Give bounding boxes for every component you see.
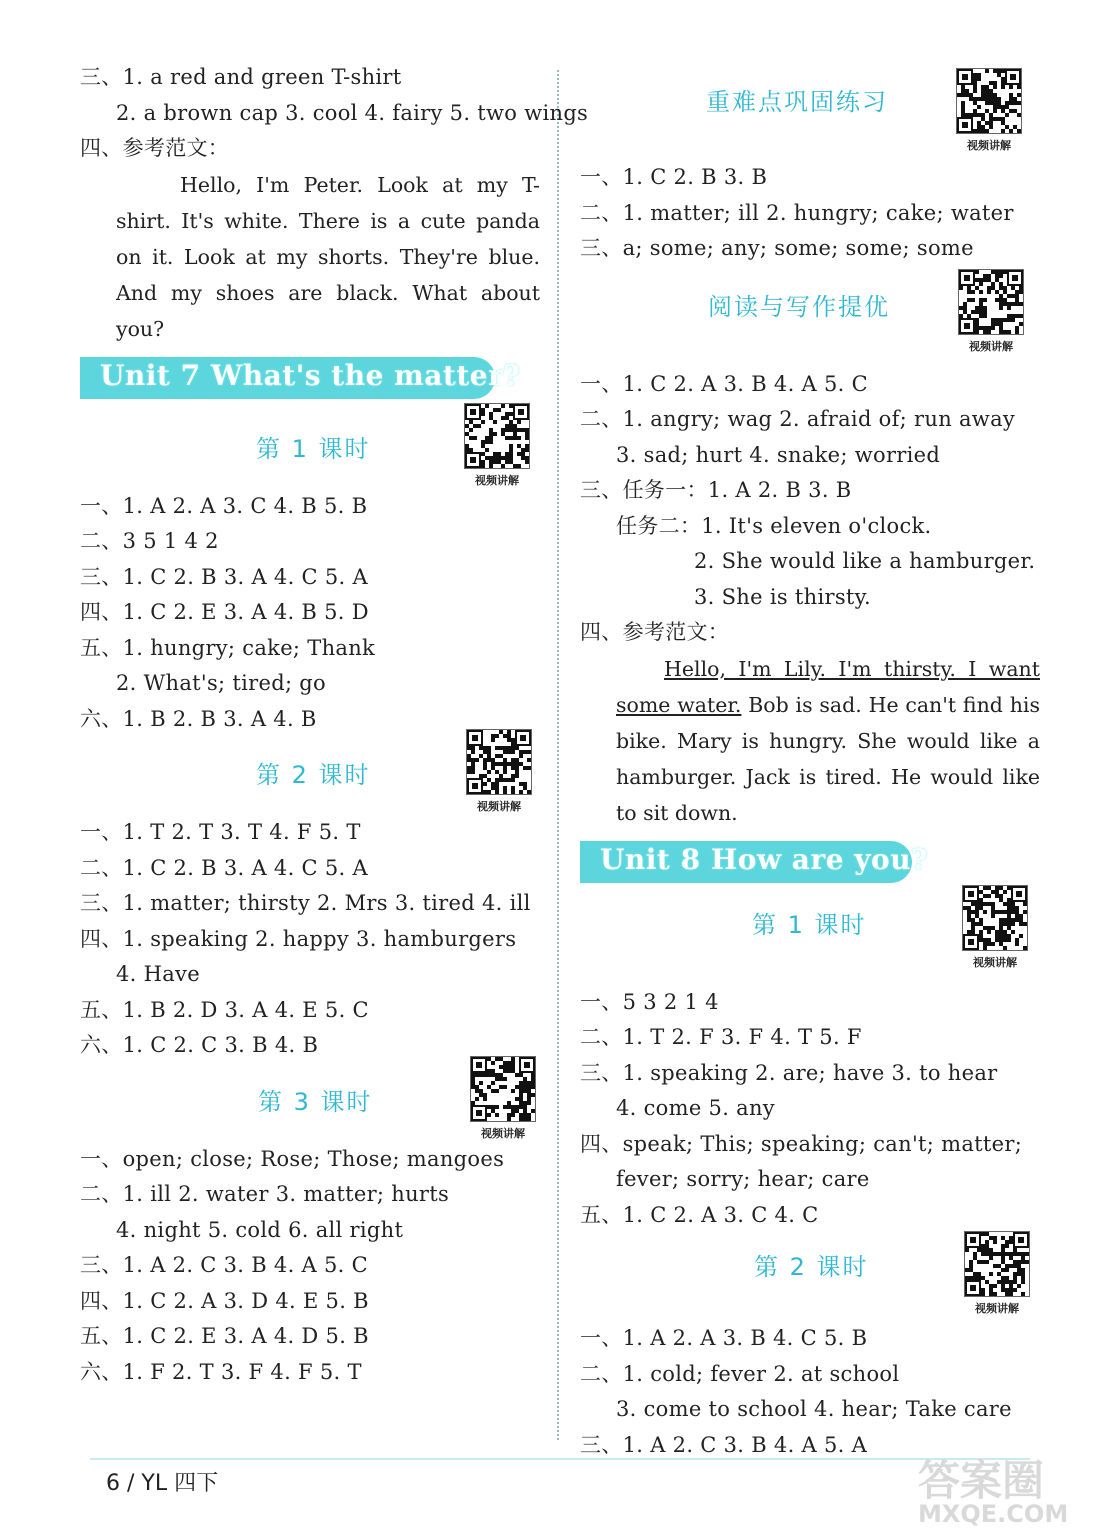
answer-line: 三、1. A 2. C 3. B 4. A 5. A [580, 1432, 868, 1457]
essay-underlined-b: some water. [616, 692, 742, 717]
lesson-header [80, 737, 540, 815]
qr-code-icon [470, 1056, 536, 1122]
answer-line: 四、1. speaking 2. happy 3. hamburgers [80, 926, 517, 951]
page-footer [90, 1458, 1030, 1496]
qr-code[interactable]: 视频讲解 [464, 403, 530, 488]
answer-line: 二、1. angry; wag 2. afraid of; run away [580, 407, 1016, 431]
lesson-header [580, 1233, 1040, 1321]
answer-line: 一、1. C 2. A 3. B 4. A 5. C [580, 371, 868, 396]
answer-line: 二、1. cold; fever 2. at school [580, 1361, 900, 1386]
essay-body: Bob is sad. He can't find his bike. Mary is hungry. She would like a hamburger. Jack is tired. He would like to sit down. [616, 692, 1040, 825]
answer-line: 六、1. F 2. T 3. F 4. F 5. T [80, 1359, 362, 1384]
answer-line: 一、1. A 2. A 3. B 4. C 5. B [580, 1326, 868, 1350]
essay-underlined-a: Hello, I'm Lily. I'm thirsty. I want [664, 656, 1040, 681]
answer-line: 2. What's; tired; go [116, 671, 326, 695]
left-column [80, 60, 589, 1390]
answer-line: 二、1. ill 2. water 3. matter; hurts [80, 1182, 450, 1206]
qr-code-icon [962, 885, 1028, 951]
answer-line: 五、1. B 2. D 3. A 4. E 5. C [80, 997, 369, 1022]
answer-line: 4. Have [116, 962, 200, 986]
lesson-title: 第 2 课时 [256, 761, 371, 789]
lesson-title: 第 2 课时 [754, 1253, 869, 1281]
lesson-title: 第 1 课时 [256, 434, 371, 463]
answer-line: 三、1. speaking 2. are; have 3. to hear [580, 1060, 998, 1085]
answer-line: 一、5 3 2 1 4 [580, 989, 719, 1014]
qr-code[interactable]: 视频讲解 [956, 68, 1022, 153]
answer-line: 一、1. C 2. B 3. B [580, 165, 768, 189]
answer-line: 任务二：1. It's eleven o'clock. [616, 513, 932, 538]
answer-line: 三、1. a red and green T-shirt [80, 65, 402, 89]
answer-line: 二、1. T 2. F 3. F 4. T 5. F [580, 1025, 862, 1049]
lesson-header [580, 895, 1040, 985]
answer-line: 四、speak; This; speaking; can't; matter; [580, 1131, 1023, 1156]
answer-line: 二、1. C 2. B 3. A 4. C 5. A [80, 855, 368, 880]
section-title: 重难点巩固练习 [706, 88, 888, 116]
page-number: 6 / YL 四下 [106, 1471, 219, 1496]
qr-code-icon [464, 403, 530, 469]
answer-line: 三、1. matter; thirsty 2. Mrs 3. tired 4. ill [80, 891, 531, 915]
answer-line: 五、1. hungry; cake; Thank [80, 635, 376, 660]
answer-line: fever; sorry; hear; care [616, 1167, 870, 1191]
lesson-title: 第 3 课时 [258, 1087, 373, 1116]
answer-line: 六、1. B 2. B 3. A 4. B [80, 706, 317, 731]
qr-code[interactable]: 视频讲解 [466, 729, 532, 814]
qr-code[interactable]: 视频讲解 [958, 269, 1024, 354]
column-divider [557, 70, 559, 1440]
answer-line: 二、1. matter; ill 2. hungry; cake; water [580, 200, 1014, 225]
lesson-header [80, 411, 540, 489]
answer-line: 4. night 5. cold 6. all right [116, 1217, 404, 1242]
answer-line: 3. She is thirsty. [694, 584, 871, 609]
lesson-header [80, 1064, 540, 1142]
answer-line: 2. She would like a hamburger. [694, 549, 1036, 573]
answer-line: 4. come 5. any [616, 1096, 775, 1120]
answer-line: 3. sad; hurt 4. snake; worried [616, 442, 941, 467]
answer-line: 三、a; some; any; some; some; some [580, 236, 974, 260]
qr-code-icon [964, 1231, 1030, 1297]
qr-code[interactable]: 视频讲解 [964, 1231, 1030, 1316]
answer-line: 四、1. C 2. E 3. A 4. B 5. D [80, 600, 369, 624]
watermark: 答案圈 MXQE.COM [918, 1456, 1069, 1528]
answer-line: 三、任务一：1. A 2. B 3. B [580, 478, 852, 502]
qr-code[interactable]: 视频讲解 [470, 1056, 536, 1141]
section-header [580, 60, 1040, 160]
qr-code-icon [958, 269, 1024, 335]
lesson-title: 第 1 课时 [752, 910, 867, 939]
qr-code-icon [466, 729, 532, 795]
section-header [580, 267, 1040, 367]
answer-line: 六、1. C 2. C 3. B 4. B [80, 1033, 319, 1057]
right-column [580, 60, 1040, 1463]
answer-line: 3. come to school 4. hear; Take care [616, 1397, 1012, 1421]
answer-line: 一、1. A 2. A 3. C 4. B 5. B [80, 493, 368, 518]
answer-line: 三、1. A 2. C 3. B 4. A 5. C [80, 1253, 368, 1277]
answer-line: 五、1. C 2. A 3. C 4. C [580, 1202, 819, 1227]
answer-line: 一、open; close; Rose; Those; mangoes [80, 1146, 505, 1171]
answer-line: 四、参考范文： [80, 136, 230, 160]
answer-line: 五、1. C 2. E 3. A 4. D 5. B [80, 1324, 369, 1348]
sample-essay: Hello, I'm Peter. Look at my T-shirt. It's white. There is a cute panda on it. Look at my shorts. They're blue. And my shoes are black. What about you? [116, 172, 540, 341]
answer-line: 一、1. T 2. T 3. T 4. F 5. T [80, 820, 361, 844]
answer-line: 四、1. C 2. A 3. D 4. E 5. B [80, 1288, 369, 1313]
answer-line: 二、3 5 1 4 2 [80, 529, 219, 553]
qr-code[interactable]: 视频讲解 [962, 885, 1028, 970]
answer-line: 2. a brown cap 3. cool 4. fairy 5. two wings [116, 100, 589, 125]
answer-line: 四、参考范文： [580, 620, 730, 644]
unit7-banner: Unit 7 What's the matter? [80, 357, 540, 399]
section-title: 阅读与写作提优 [708, 292, 890, 321]
sample-essay [580, 651, 1040, 831]
unit8-banner: Unit 8 How are you? [580, 841, 1040, 883]
answer-line: 三、1. C 2. B 3. A 4. C 5. A [80, 564, 368, 589]
qr-code-icon [956, 68, 1022, 134]
